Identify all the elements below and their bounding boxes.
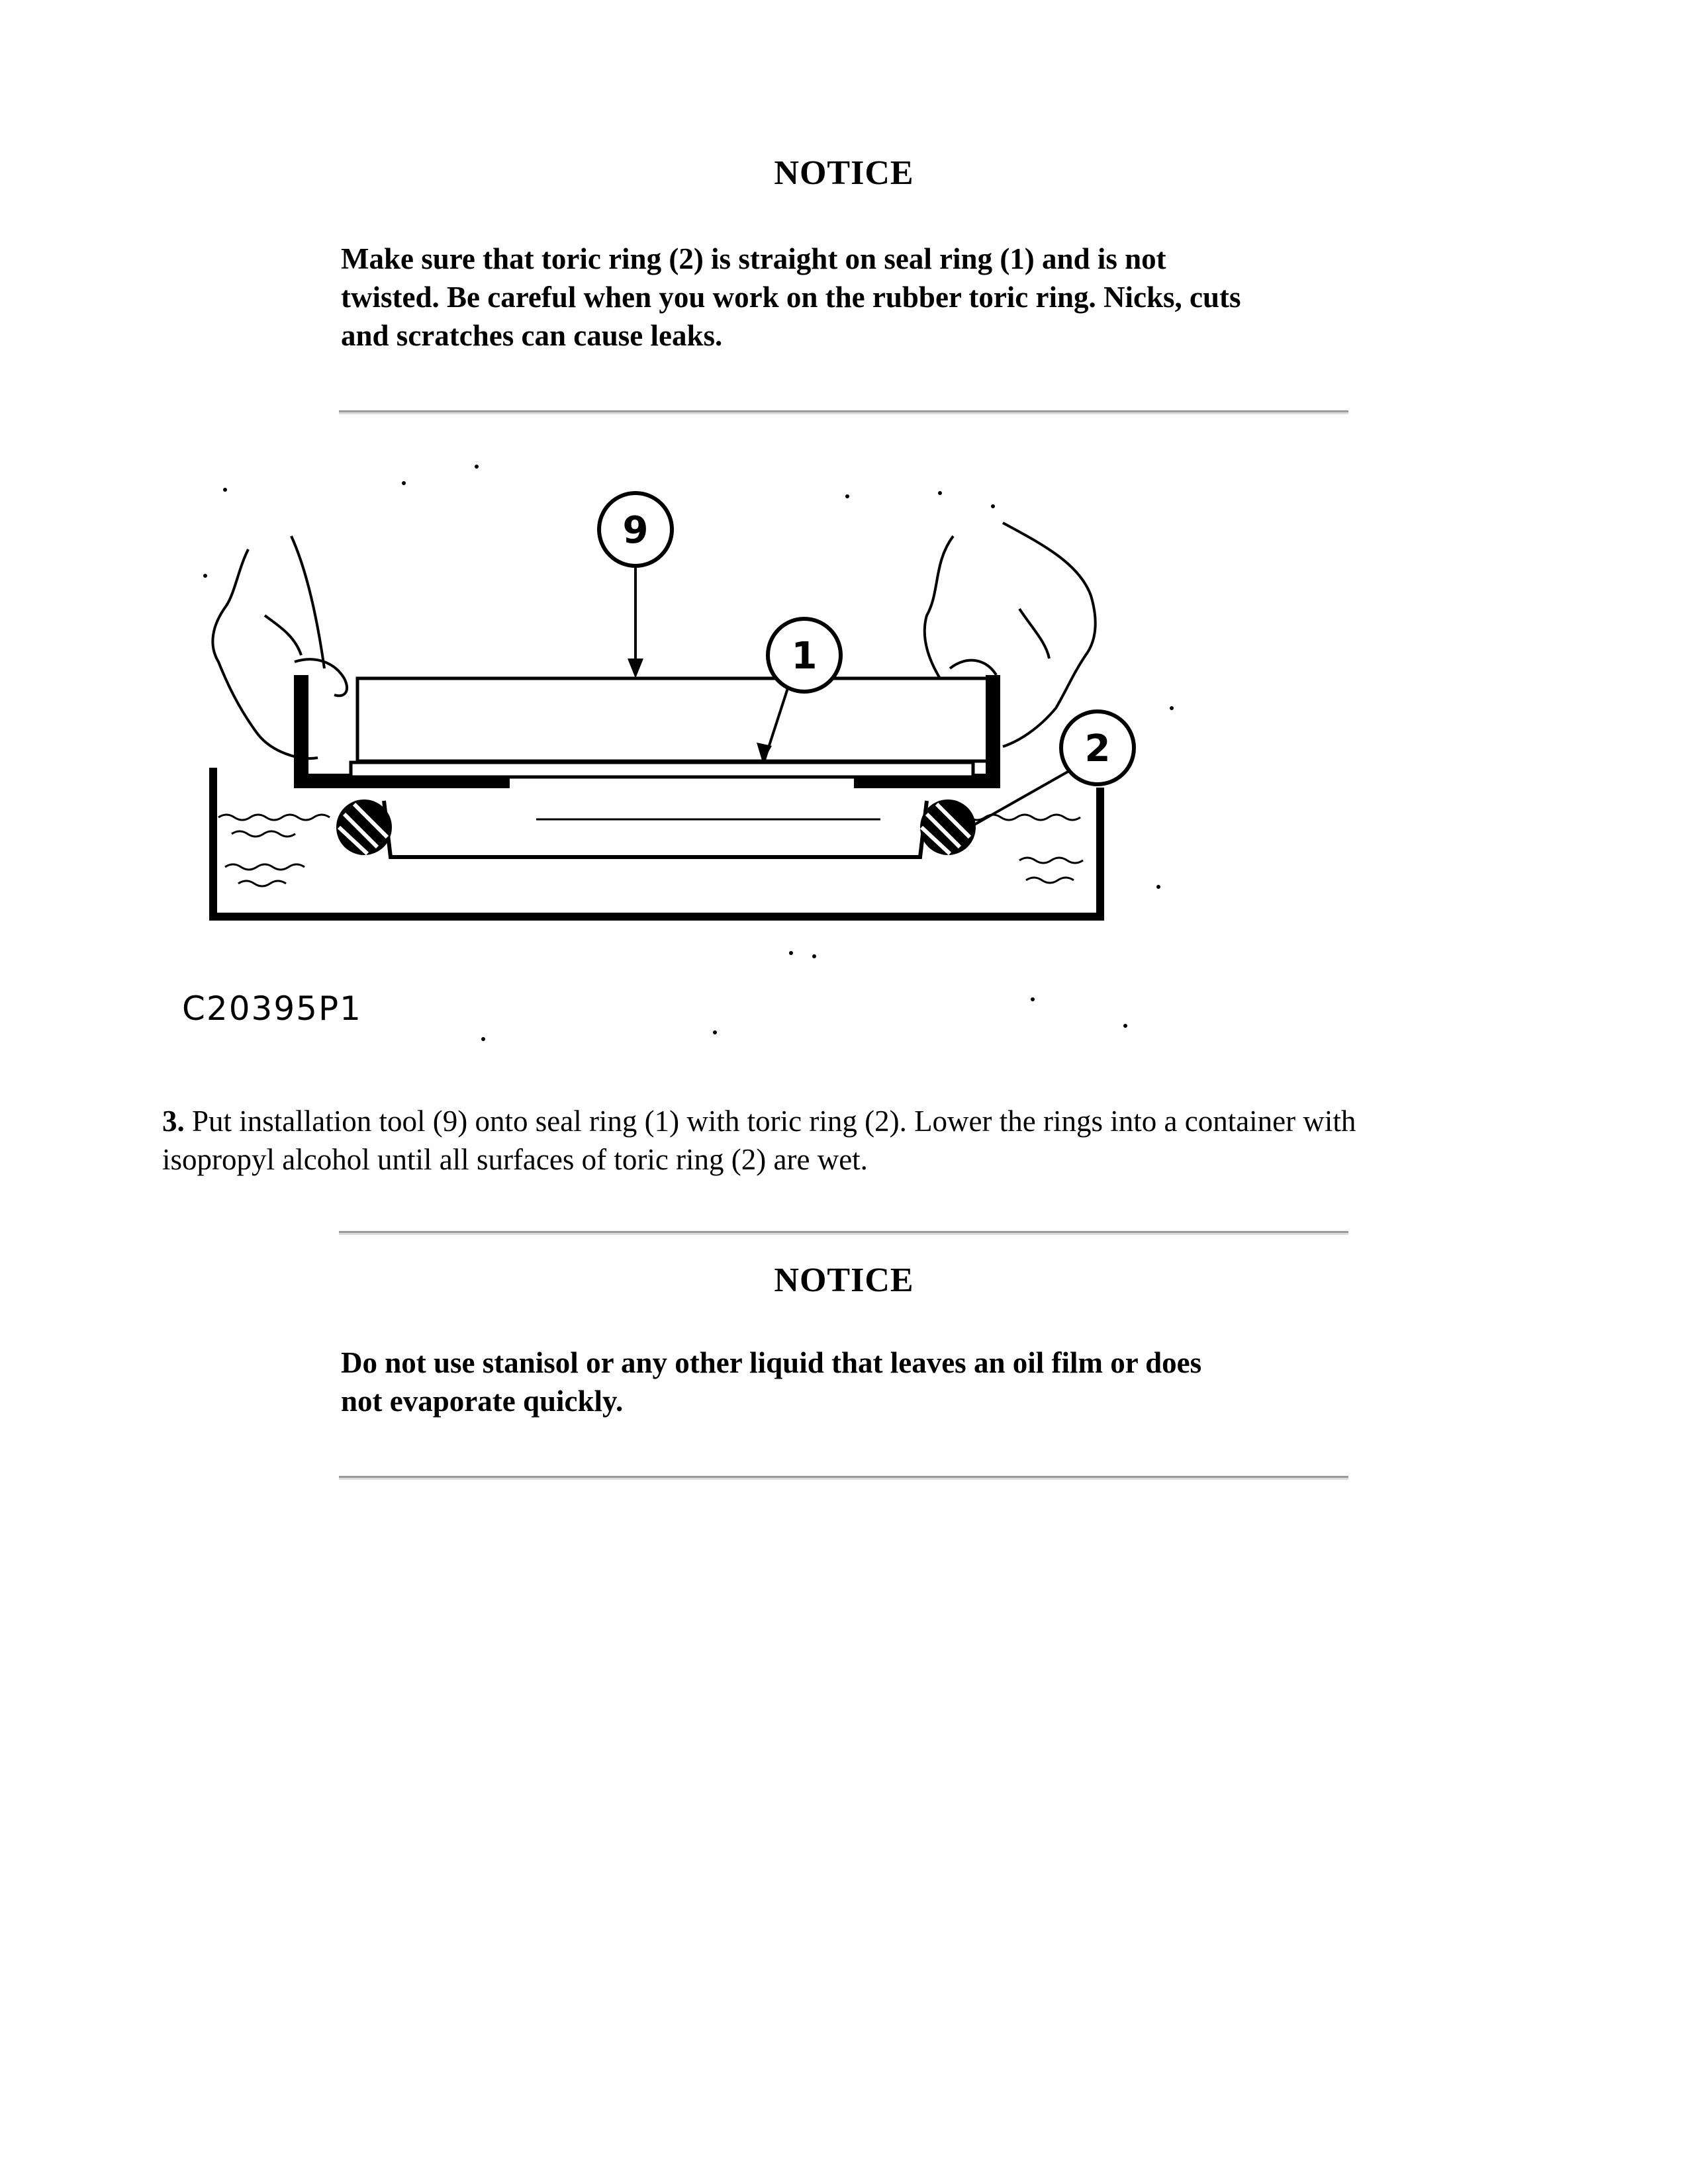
figure-code: C20395P1 [182,989,362,1028]
divider [339,410,1348,414]
arrowhead-9 [628,659,643,678]
callout-label-1: 1 [791,635,818,678]
installation-tool [357,678,993,761]
step-text-2: isopropyl alcohol until all surfaces of toric ring (2) are wet. [162,1143,868,1176]
notice-line: and scratches can cause leaks. [341,319,723,352]
notice-line: Make sure that toric ring (2) is straight on seal ring (1) and is not [341,242,1166,275]
callout-label-9: 9 [622,509,649,552]
notice-line: twisted. Be careful when you work on the rubber toric ring. Nicks, cuts [341,281,1241,314]
seal-ring [351,762,973,777]
notice-body-1 [341,240,1347,355]
notice-title-2: NOTICE [774,1261,914,1299]
divider [339,1231,1348,1235]
notice-body-2 [341,1343,1347,1420]
seal-installation-diagram [165,457,1198,1052]
notice-line: not evaporate quickly. [341,1385,624,1418]
notice-line: Do not use stanisol or any other liquid that leaves an oil film or does [341,1346,1202,1379]
callout-label-2: 2 [1084,727,1111,770]
notice-title-1: NOTICE [774,154,914,192]
step-3 [162,1102,1685,1179]
step-line-1 [162,1102,1685,1140]
seal-ring-lower [384,801,927,857]
installation-figure [165,457,1198,1052]
toric-ring-sections [336,799,976,855]
step-text-1: Put installation tool (9) onto seal ring (1) with toric ring (2). Lower the rings into a container with [192,1105,1356,1138]
step-number: 3. [162,1105,185,1138]
divider [339,1476,1348,1480]
